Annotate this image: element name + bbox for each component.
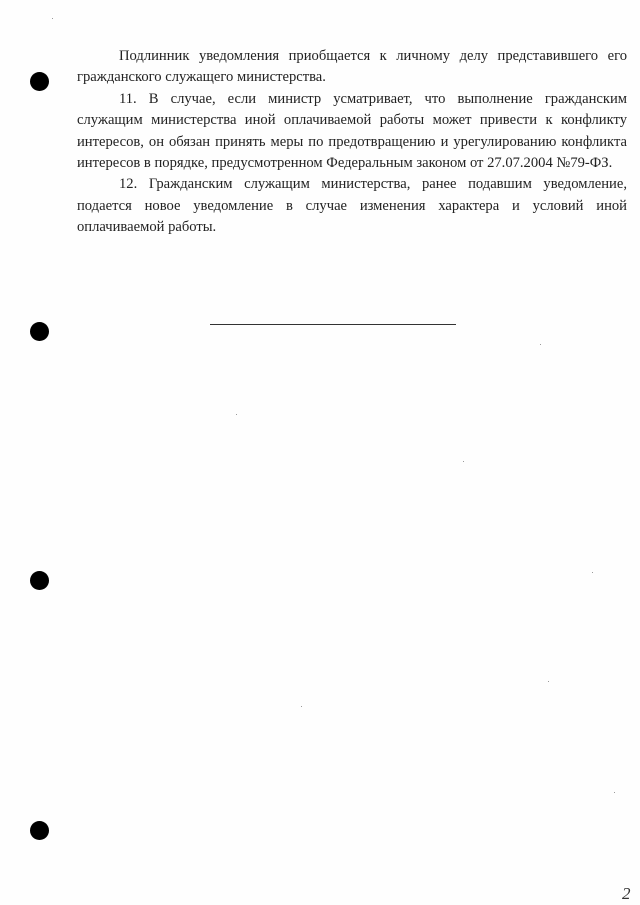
document-body [77, 46, 627, 239]
paragraph-original-notice: Подлинник уведомления приобщается к личному делу представившего его гражданского служащего министерства. [77, 48, 627, 86]
scan-speck [52, 18, 53, 19]
punch-hole [30, 571, 49, 590]
scan-speck [463, 461, 464, 462]
scan-speck [548, 681, 549, 682]
end-separator-line [210, 324, 456, 325]
scan-speck [301, 706, 302, 707]
punch-hole [30, 322, 49, 341]
paragraph-12-new-notice: 12. Гражданским служащим министерства, ранее подавшим уведомление, подается новое уведомление в случае изменения характера и условий иной оплачиваемой работы. [77, 176, 627, 236]
scan-speck [592, 572, 593, 573]
scan-speck [236, 414, 237, 415]
page-number: 2 [622, 884, 631, 903]
scan-speck [614, 792, 615, 793]
scan-speck [540, 344, 541, 345]
paragraph-11-conflict-of-interest: 11. В случае, если министр усматривает, что выполнение гражданским служащим министерства иной оплачиваемой работы может привести к конфликту интересов, он обязан принять меры по предотвращению и урегулированию конфликта интересов в порядке, предусмотренном Федеральным законом от 27.07.2004 №79-ФЗ. [77, 90, 627, 172]
punch-hole [30, 821, 49, 840]
punch-hole [30, 72, 49, 91]
